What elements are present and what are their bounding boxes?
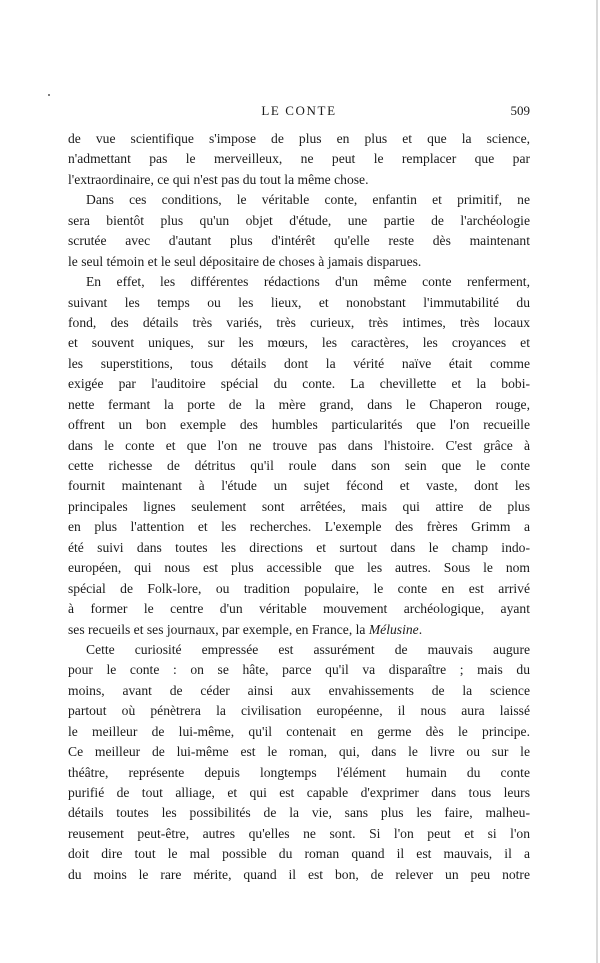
text-line: les superstitions, tous détails dont la vérité naïve était comme [68,355,530,371]
text-line: et souvent uniques, sur les mœurs, les caractères, les croyances et [68,335,530,351]
text-line: cette richesse de détritus qu'il roule dans son sein que le conte [68,458,530,473]
ink-speck [48,94,50,96]
text-line: de vue scientifique s'impose de plus en plus et que la science, [68,131,530,146]
text-line: principales lignes seulement sont arrêtées, mais qui attire de plus [68,498,530,514]
text-line: Dans ces conditions, le véritable conte, enfantin et primitif, ne [86,192,530,208]
italic-title: Mélusine [368,621,419,637]
text-line: l'extraordinaire, ce qui n'est pas du tout la même chose. [68,171,369,187]
text-line: sera bientôt plus qu'un objet d'étude, une partie de l'archéologie [68,212,530,228]
page-number: 509 [510,103,530,118]
text-line: Ce meilleur de lui-même est le roman, qui, dans le livre ou sur le [68,744,530,760]
body-text [68,129,530,885]
text-line: dans le conte et que l'on ne trouve pas dans l'histoire. C'est grâce à [68,437,530,453]
text-line: moins, avant de céder ainsi aux envahissements de la science [68,682,530,698]
text-line: n'admettant pas le merveilleux, ne peut le remplacer que par [68,151,530,167]
text-line: spécial de Folk-lore, ou tradition populaire, le conte en est arrivé [68,580,530,596]
text-line: scrutée avec d'autant plus d'intérêt qu'elle reste dès maintenant [68,233,530,249]
text-line: du moins le rare mérite, quand il est bon, de relever un peu notre [68,866,530,882]
text-line: offrent un bon exemple des humbles particularités que l'on recueille [68,417,530,433]
page-edge-shadow [596,0,598,963]
text-line: en plus l'attention et les recherches. L'exemple des frères Grimm a [68,519,530,535]
text-line: En effet, les différentes rédactions d'un même conte renferment, [86,274,530,290]
text-line: purifié de tout alliage, et qui est capable d'exprimer dans tous leurs [68,785,530,800]
text-line: nette fermant la porte de la mère grand, dans le Chaperon rouge, [68,396,530,412]
text-line: reusement peut-être, autres qu'elles ne sont. Si l'on peut et si l'on [68,825,530,841]
paragraph [68,640,530,885]
paragraph [68,190,530,272]
text-line: ses recueils et ses journaux, par exemple, en France, la Mélusine. [68,621,423,637]
text-line: doit dire tout le mal possible du roman quand il est mauvais, il a [68,846,530,862]
text-line: le meilleur de lui-même, qu'il contenait en germe dès le principe. [68,723,530,739]
text-line: suivant les temps ou les lieux, et nonobstant l'immutabilité du [68,294,530,310]
page-header [68,103,530,123]
text-line: pour le conte : on se hâte, parce qu'il va disparaître ; mais du [68,662,530,678]
text-line: été suivi dans toutes les directions et surtout dans le champ indo- [68,539,530,555]
text-line: fond, des détails très variés, très curieux, très intimes, très locaux [68,314,530,330]
text-line: à former le centre d'un véritable mouvement archéologique, ayant [68,601,530,617]
text-line: exigée par l'auditoire spécial du conte. La chevillette et la bobi- [68,376,530,392]
text-line: théâtre, représente depuis longtemps l'élément humain du conte [68,764,530,780]
text-line: le seul témoin et le seul dépositaire de choses à jamais disparues. [68,253,422,269]
text-line: partout où pénètrera la civilisation européenne, il nous aura laissé [68,703,530,719]
paragraph [68,272,530,640]
text-line: fournit maintenant à l'étude un sujet fécond et vaste, dont les [68,478,530,494]
paragraph [68,129,530,190]
text-line: détails toutes les possibilités de la vie, sans plus les faire, malheu- [68,805,530,821]
text-line: européen, qui nous est plus accessible que les autres. Sous le nom [68,560,530,576]
text-line: Cette curiosité empressée est assurément de mauvais augure [86,641,530,657]
running-title: LE CONTE [261,103,337,118]
